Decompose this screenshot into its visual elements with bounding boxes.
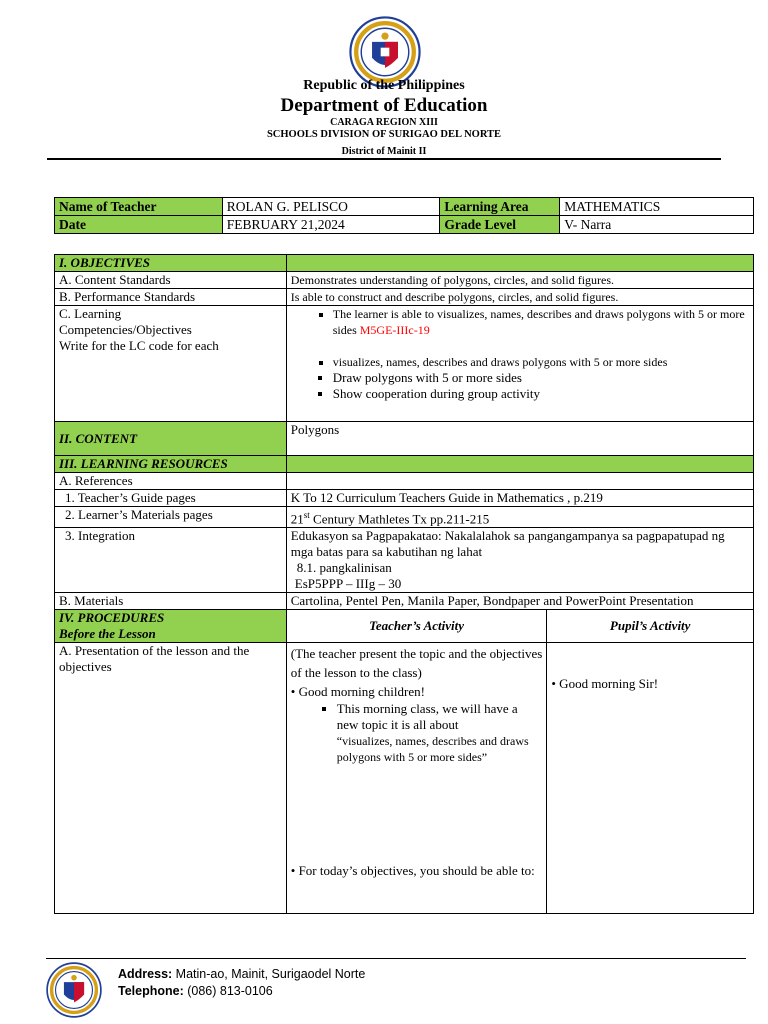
header-department: Department of Education [280, 95, 488, 116]
address-label: Address: [118, 967, 173, 981]
table-row [55, 643, 754, 914]
table-row [55, 610, 754, 643]
learners-materials-label: 2. Learner’s Materials pages [55, 507, 287, 528]
learning-area-value: MATHEMATICS [560, 198, 754, 216]
teacher-info-table [54, 197, 754, 234]
list-item: ▪ This morning class, we will have a new topic it is all about “visualizes, names, describes and draws polygons with 5 or more sides” [337, 701, 543, 765]
table-row [55, 289, 754, 306]
teacher-activity-header: Teacher’s Activity [286, 610, 547, 643]
list-item: ▪ The learner is able to visualizes, names, describes and draws polygons with 5 or more sides M5GE-IIIc-19 [333, 306, 749, 338]
table-row [55, 456, 754, 473]
list-item: ▪ visualizes, names, describes and draws polygons with 5 or more sides [333, 354, 749, 370]
header-republic: Republic of the Philippines [303, 78, 465, 93]
footer-contact [118, 966, 365, 1000]
objectives-heading: I. OBJECTIVES [55, 255, 287, 272]
table-row [55, 272, 754, 289]
pupil-activity-header: Pupil’s Activity [547, 610, 754, 643]
integration-label: 3. Integration [55, 528, 287, 593]
teacher-activity-cell: (The teacher present the topic and the objectives of the lesson to the class) • Good morning children! ▪ This morning class, we will have a new topic it is all about “visualizes, names, describes and draws polygons with 5 or more sides” • For today’s objectives, you should be able to: [286, 643, 547, 914]
table-row [55, 306, 754, 422]
list-item: ▪ Show cooperation during group activity [333, 386, 749, 402]
table-row [55, 528, 754, 593]
content-value: Polygons [286, 422, 753, 456]
grade-level-value: V- Narra [560, 216, 754, 234]
header-divider [47, 158, 721, 160]
lc-code: M5GE-IIIc-19 [359, 323, 430, 337]
telephone-label: Telephone: [118, 984, 184, 998]
table-row [55, 422, 754, 456]
address-value: Matin-ao, Mainit, Surigaodel Norte [172, 967, 366, 981]
list-item: ▪ Draw polygons with 5 or more sides [333, 370, 749, 386]
table-row [55, 255, 754, 272]
teacher-label: Name of Teacher [55, 198, 223, 216]
content-standards-label: A. Content Standards [55, 272, 287, 289]
lesson-plan-table [54, 254, 754, 914]
learning-competencies-label: C. Learning Competencies/Objectives Write for the LC code for each [55, 306, 287, 422]
table-row [55, 198, 754, 216]
learning-area-label: Learning Area [440, 198, 560, 216]
pupil-activity-cell: • Good morning Sir! [547, 643, 754, 914]
date-value: FEBRUARY 21,2024 [222, 216, 440, 234]
learners-materials-value: 21st Century Mathletes Tx pp.211-215 [286, 507, 753, 528]
learning-resources-heading: III. LEARNING RESOURCES [55, 456, 287, 473]
content-heading: II. CONTENT [55, 422, 287, 456]
table-row [55, 593, 754, 610]
header-division: SCHOOLS DIVISION OF SURIGAO DEL NORTE [266, 129, 502, 140]
date-label: Date [55, 216, 223, 234]
table-row [55, 490, 754, 507]
header-district: District of Mainit II [341, 146, 427, 157]
telephone-value: (086) 813-0106 [183, 984, 273, 998]
content-standards-value: Demonstrates understanding of polygons, circles, and solid figures. [286, 272, 753, 289]
presentation-label: A. Presentation of the lesson and the objectives [55, 643, 287, 914]
table-row [55, 507, 754, 528]
references-label: A. References [55, 473, 287, 490]
materials-value: Cartolina, Pentel Pen, Manila Paper, Bondpaper and PowerPoint Presentation [286, 593, 753, 610]
procedures-heading: IV. PROCEDURES Before the Lesson [55, 610, 287, 643]
performance-standards-label: B. Performance Standards [55, 289, 287, 306]
teachers-guide-label: 1. Teacher’s Guide pages [55, 490, 287, 507]
table-row [55, 216, 754, 234]
table-row [55, 473, 754, 490]
performance-standards-value: Is able to construct and describe polygons, circles, and solid figures. [286, 289, 753, 306]
teacher-value: ROLAN G. PELISCO [222, 198, 440, 216]
deped-footer-seal-logo [46, 962, 102, 1018]
integration-value: Edukasyon sa Pagpapakatao: Nakalalahok sa pangangampanya sa pagpapatupad ng mga batas para sa kabutihan ng lahat 8.1. pangkalinisan EsP5PPP – IIIg – 30 [286, 528, 753, 593]
grade-level-label: Grade Level [440, 216, 560, 234]
learning-competencies-value [286, 306, 753, 422]
materials-label: B. Materials [55, 593, 287, 610]
teachers-guide-value: K To 12 Curriculum Teachers Guide in Mathematics , p.219 [286, 490, 753, 507]
header-region: CARAGA REGION XIII [330, 117, 438, 128]
footer-divider [46, 958, 746, 959]
